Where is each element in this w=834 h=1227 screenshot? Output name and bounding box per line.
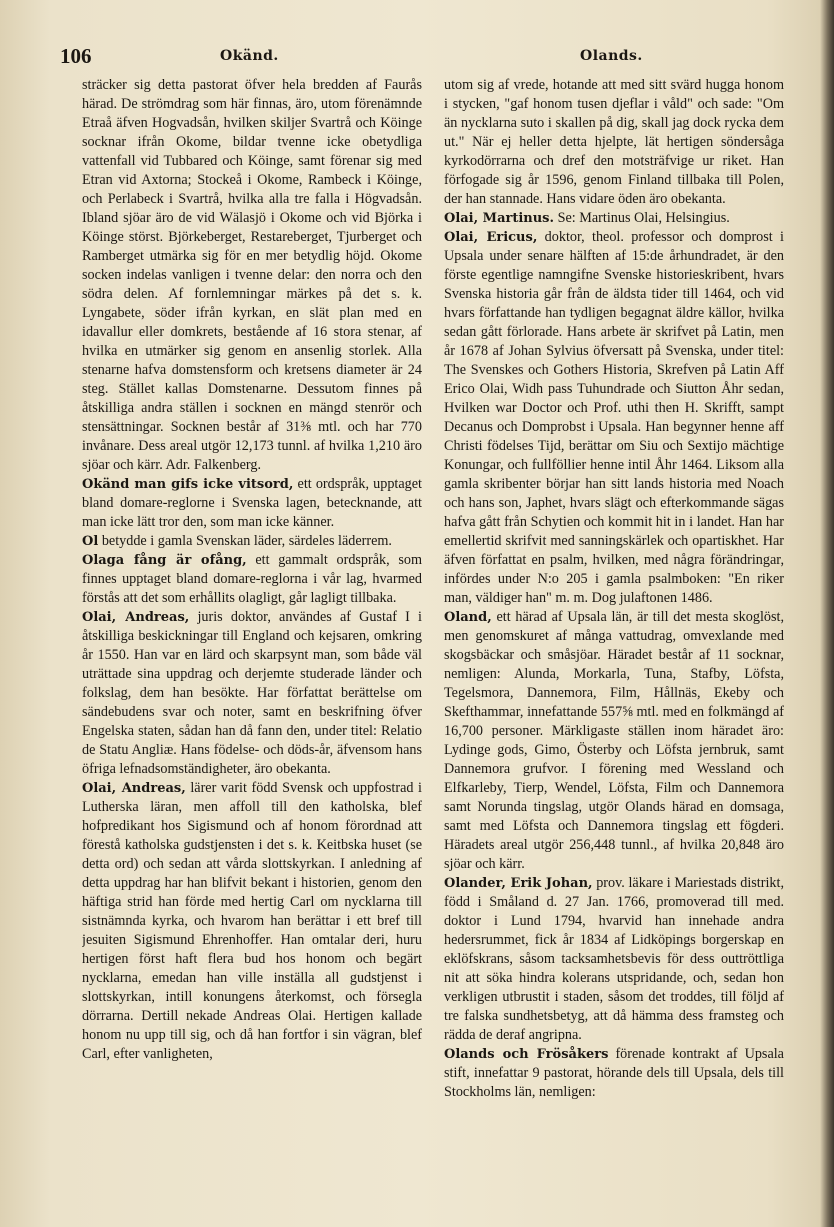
entry-headword: Ol: [82, 534, 99, 549]
dictionary-entry: [444, 874, 784, 1045]
entry-text: doktor, theol. professor och domprost i Upsala under senare hälften af 15:de århundradet, är den förste egentlige namngifne Svenske historieskribent, hvars Svenska historia går från de äldsta tider till 1464, och vid hvars författande han tydligen begagnat äldre källor, hvilka sedan gått förlorade. Hans arbete är skrifvet på Latin, men år 1678 af Johan Sylvius öfversatt på Svenska, under titel: The Svenskes och Gothers Historia, Skrefven på Latin Aff Erico Olai, Widh pass Tuhundrade och Siutton Åhr sedan, Hvilken war Doctor och Prof. uthi then H. Skrifft, sampt Decanus och Domprobst i Upsala. Han begynner henne aff Christi födelses Tijd, berättar om Siu och Sextijo mächtige Konungar, och fullföllier henne intil Åhr 1464. Liksom alla gamla skribenter börjar han sitt lands historia med Noach och hans son, Japhet, hvars slägt och efterkommande sägas hafva gått från Schytien och kommit hit in i landet. Han har emellertid skrifvit med sanningskärlek och opartiskhet. Har äfven författat en psalm, hvilken, med några förändringar, infördes under N:o 205 i gamla psalmboken: "En riker man, väldiger han" m. m. Dog julaftonen 1486.: [444, 229, 784, 606]
entry-text: ett ordspråk, upptaget bland domare-reglorne i Svenska lagen, betecknande, att man icke lätt tror den, som man icke känner.: [82, 476, 422, 530]
dictionary-entry: [444, 1045, 784, 1102]
entry-headword: Olander, Erik Johan,: [444, 876, 593, 891]
entry-text: juris doktor, användes af Gustaf I i åtskilliga beskickningar till England och kejsaren, omkring år 1550. Han var en lärd och skarpsynt man, som både väl uträttade sina uppdrag och derjemte studerade länder och folkslag, dem han besökte. Har författat berättelse om sändebudens svar och noter, samt en beskrifning öfver Engelska staten, sådan han då fann den, under titel: Relatio de Statu Angliæ. Hans födelse- och döds-år, äfvensom hans öfriga lefnadsomständigheter, äro obekanta.: [82, 609, 422, 777]
entry-headword: Olands och Frösåkers: [444, 1047, 609, 1062]
entry-text: utom sig af vrede, hotande att med sitt svärd hugga honom i stycken, "gaf honom tusen djeflar i våld" och sade: "Om än nycklarna suto i skallen på dig, skall jag dock rycka dem ut." När ej heller detta hjelpte, lät hertigen söndersåga kyrkodörrarna och dref den motsträfvige ur riket. Han förfogade sig år 1596, genom Finland tillbaka till Polen, der han stannade. Hans vidare öden äro obekanta.: [444, 77, 784, 207]
left-column: [82, 76, 422, 1196]
dictionary-entry: [82, 551, 422, 608]
dictionary-entry: [444, 209, 784, 228]
page-edge-shadow: [820, 0, 834, 1227]
entry-text: sträcker sig detta pastorat öfver hela bredden af Faurås härad. De strömdrag som här finnas, äro, utom förenämnde Etraå äfven Hogvadsån, hvilken skiljer Svartrå och Köinge socknar ifrån Okome, bildar tvenne icke obetydliga vattenfall vid Tubbared och Köinge, samt förenar sig med Etran vid Axtorna; Stockeå i Okome, Rambeck i Köinge, och Perlabeck i Svartrå, hvilka alla tre falla i Högvadsån. Ibland sjöar äro de vid Wälasjö i Okome och vid Björka i Köinge störst. Björkeberget, Restareberget, Tjurberget och Ramberget utmärka sig för en mer betydlig höjd. Okome socken indelas vanligen i tvenne delar: den norra och den södra delen. Af fornlemningar märkes på det s. k. Lyngabete, söder ifrån kyrkan, en slät plan med en idavallur eller domkrets, bestående af 16 stora stenar, af hvilka en utmärker sig genom en ansenlig storlek. Alla stenarne hafva domstensform och kretsens diameter är 24 steg. Stället kallas Domstenarne. Dessutom finnes på åtskilliga andra ställen i socknen en mängd stenrör och stensättningar. Socknen består af 31⅜ mtl. och har 770 invånare. Dess areal utgör 12,173 tunnl. af hvilka 1,210 äro sjöar och kärr. Adr. Falkenberg.: [82, 77, 422, 473]
dictionary-entry: [444, 608, 784, 874]
entry-headword: Olai, Ericus,: [444, 230, 538, 245]
body-paragraph: [444, 76, 784, 209]
dictionary-entry: [82, 608, 422, 779]
left-running-head: Okänd.: [220, 48, 279, 64]
dictionary-entry: [82, 779, 422, 1064]
body-paragraph: [82, 76, 422, 475]
entry-headword: Olai, Andreas,: [82, 781, 186, 796]
dictionary-entry: [82, 532, 422, 551]
entry-text: förenade kontrakt af Upsala stift, innefattar 9 pastorat, hörande dels till Upsala, dels till Stockholms län, nemligen:: [444, 1046, 784, 1100]
dictionary-entry: [444, 228, 784, 608]
entry-text: ett härad af Upsala län, är till det mesta skoglöst, men genomskuret af många vattudrag, omvexlande med skogsbäckar och småsjöar. Häradet består af 11 socknar, nemligen: Alunda, Morkarla, Tuna, Stafby, Löfsta, Tegelsmora, Dannemora, Film, Hållnäs, Ekeby och Skefthammar, innefattande 557⅝ mtl. med en folkmängd af 16,700 personer. Märkligaste ställen inom häradet äro: Lydinge gods, Gimo, Österby och Löfsta jernbruk, samt Dannemora grufvor. I förening med Wessland och Elfkarleby, Tierp, Wendel, Löfsta, Film och Dannemora samt Norunda tingslag, utgör Olands härad en domsaga, samt med Löfsta och Dannemora tingslag ett fögderi. Häradets areal utgör 256,448 tunnl., af hvilka 20,848 äro sjöar och kärr.: [444, 609, 784, 872]
entry-text: lärer varit född Svensk och uppfostrad i Lutherska läran, men affoll till den katholska, blef hofpredikant hos Sigismund och af honom förordnad att förestå katholska gudstjensten i det s. k. Keitbska huset (se detta ord) och sedan att vårda slottskyrkan. I anledning af detta uppdrag har han blifvit bekant i historien, genom den häftiga strid han förde med hertig Carl om nycklarna till sistnämnda kyrka, och hvarom han berättar i ett bref till jesuiten Sigismund Ehrenhoffer. Han omtalar deri, huru hertigen först haft flera bud hos honom och begärt nycklarna, emedan han ville inställa all gudstjenst i slottskyrkan, intill konungens återkomst, och försegla dörrarna. Dertill nekade Andreas Olai. Hertigen kallade honom nu upp till sig, och då han fortfor i sin vägran, blef Carl, efter vanligheten,: [82, 780, 422, 1062]
entry-text: betydde i gamla Svenskan läder, särdeles läderrem.: [98, 533, 392, 549]
right-running-head: Olands.: [580, 48, 643, 64]
entry-headword: Olai, Martinus.: [444, 211, 555, 226]
entry-text: prov. läkare i Mariestads distrikt, född i Småland d. 27 Jan. 1766, promoverad till med. doktor i Lund 1794, hvarvid han innehade andra hedersrummet, fick år 1834 af Lidköpings borgerskap en eklöfskrans, såsom tacksamhetsbevis för dess outtröttliga nit att söka hindra kolerans utspridande, och, sedan hon verkligen utbrustit i staden, såsom det troddes, till följd af tre falska sundhetsbetyg, att då hämma dess framsteg och rädda de deraf angripna.: [444, 875, 784, 1043]
entry-text: Se: Martinus Olai, Helsingius.: [554, 210, 730, 226]
entry-headword: Oland,: [444, 610, 492, 625]
right-column: [444, 76, 784, 1196]
entry-headword: Okänd man gifs icke vitsord,: [82, 477, 294, 492]
page-number: 106: [60, 44, 92, 68]
page-header: [60, 44, 802, 74]
entry-headword: Olai, Andreas,: [82, 610, 190, 625]
entry-headword: Olaga fång är ofång,: [82, 553, 247, 568]
dictionary-entry: [82, 475, 422, 532]
entry-text: ett gammalt ordspråk, som finnes upptaget bland domare-reglorna i vår lag, hvarmed förstås att det som erhållits olagligt, går lagligt tillbaka.: [82, 552, 422, 606]
